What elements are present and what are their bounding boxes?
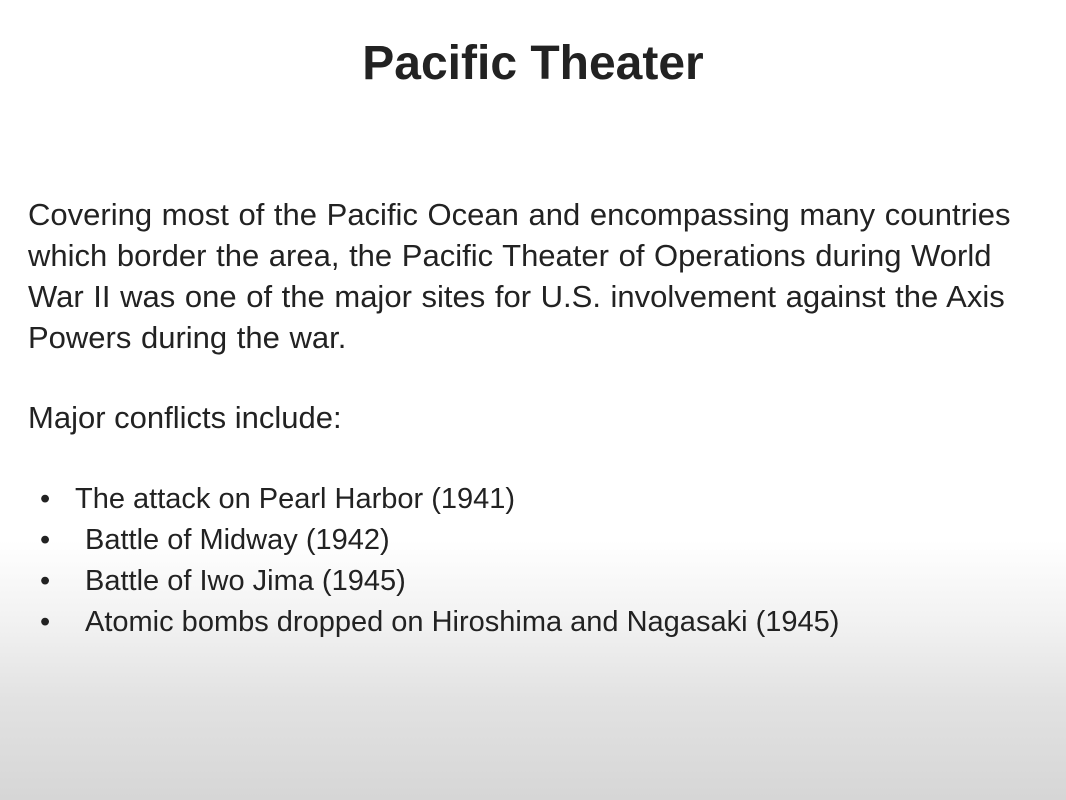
conflict-label: The attack on Pearl Harbor (1941)	[75, 483, 516, 515]
conflict-label: Atomic bombs dropped on Hiroshima and Nagasaki (1945)	[85, 606, 840, 638]
intro-paragraph: Covering most of the Pacific Ocean and encompassing many countries which border the area, the Pacific Theater of Operations during World War II was one of the major sites for U.S. involvement against the Axis Powers during the war.	[28, 197, 1011, 355]
slide-title: Pacific Theater	[362, 37, 704, 90]
bullet-icon: •	[40, 565, 51, 597]
list-item	[40, 561, 1050, 602]
conflict-label: Battle of Midway (1942)	[85, 524, 390, 556]
bullet-icon: •	[40, 606, 51, 638]
bullet-icon: •	[40, 524, 51, 556]
list-item	[40, 479, 1050, 520]
bullet-icon: •	[40, 483, 51, 515]
conflict-list	[40, 479, 1050, 643]
conflict-label: Battle of Iwo Jima (1945)	[85, 565, 406, 597]
list-item	[40, 602, 1050, 643]
slide-body	[28, 194, 1038, 358]
conflicts-heading: Major conflicts include:	[28, 400, 342, 435]
list-item	[40, 520, 1050, 561]
